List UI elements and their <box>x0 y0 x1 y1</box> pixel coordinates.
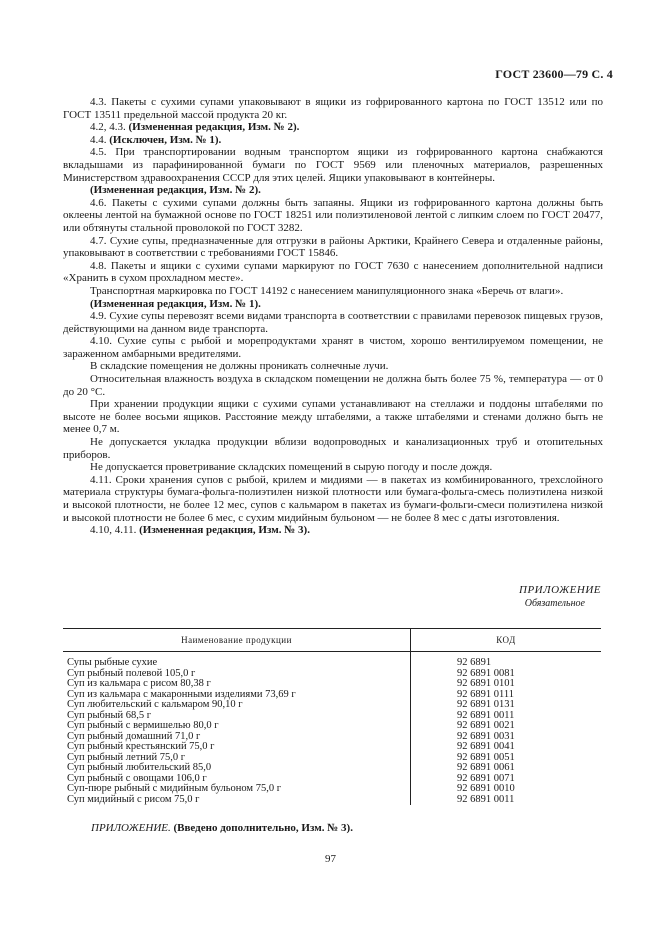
paragraph-4-9: 4.9. Сухие супы перевозят всеми видами транспорта в соответствии с правилами перевозок пищевых грузов, действующими на данном виде транспорта. <box>63 310 603 335</box>
page-number: 97 <box>325 853 336 865</box>
amendment-text: (Исключен, Изм. № 1). <box>109 133 222 146</box>
table-row <box>63 652 601 669</box>
table-row <box>63 763 601 774</box>
product-name-cell: Суп рыбный домашний 71,0 г <box>67 730 201 742</box>
amendment-note: (Измененная редакция, Изм. № 1). <box>90 297 261 310</box>
table-body <box>63 652 601 806</box>
amendment-lead: 4.10, 4.11. <box>90 524 140 537</box>
amendment-lead: 4.4. <box>90 133 110 146</box>
appendix-title: ПРИЛОЖЕНИЕ <box>519 584 601 596</box>
amendment-note: (Измененная редакция, Изм. № 2). <box>90 184 261 197</box>
appendix-note <box>91 822 353 834</box>
product-name-cell: Суп рыбный полевой 105,0 г <box>67 667 196 679</box>
product-code-cell: 92 6891 0061 <box>411 763 602 774</box>
product-code-cell: 92 6891 0021 <box>411 721 602 732</box>
product-name-cell: Суп рыбный с вермишелью 80,0 г <box>67 720 219 731</box>
product-name-cell: Суп рыбный летний 75,0 г <box>67 751 186 763</box>
table-row <box>63 795 601 806</box>
table-row <box>63 700 601 711</box>
product-name-cell: Супы рыбные сухие <box>67 657 158 668</box>
page-header: ГОСТ 23600—79 С. 4 <box>495 67 613 81</box>
product-code-table <box>63 628 601 805</box>
amendment-lead: 4.2, 4.3. <box>90 121 129 134</box>
paragraph-4-8: 4.8. Пакеты и ящики с сухими супами маркируют по ГОСТ 7630 с нанесением дополнительной надписи «Хранить в сухом прохладном месте». <box>63 259 603 285</box>
product-code-cell: 92 6891 0071 <box>411 774 602 785</box>
product-name-cell: Суп мидийный с рисом 75,0 г <box>67 793 200 805</box>
paragraph-4-6: 4.6. Пакеты с сухими супами должны быть запаяны. Ящики из гофрированного картона должны быть оклеены лентой на бумажной основе по ГОСТ 18251 или полиэтиленовой лентой с липким слоем по ГОСТ 20477, или обтянуты стальной проволокой по ГОСТ 3282. <box>63 196 603 234</box>
table-row <box>63 679 601 690</box>
product-code-cell: 92 6891 0051 <box>411 753 602 764</box>
product-name-cell: Суп рыбный любительский 85,0 <box>67 762 212 773</box>
amendment-note <box>63 524 603 537</box>
column-header-code: КОД <box>411 629 602 652</box>
appendix-note-label: ПРИЛОЖЕНИЕ. <box>91 822 171 834</box>
product-code-cell: 92 6891 0111 <box>411 690 602 701</box>
product-code-cell: 92 6891 0031 <box>411 732 602 743</box>
amendment-text: (Измененная редакция, Изм. № 3). <box>139 524 310 537</box>
product-name-cell: Суп из кальмара с рисом 80,38 г <box>67 678 211 689</box>
paragraph-sunlight: В складские помещения не должны проникать солнечные лучи. <box>90 360 389 373</box>
paragraph-humidity: Относительная влажность воздуха в складском помещении не должна быть более 75 %, температура — от 0 до 20 °С. <box>63 373 603 398</box>
column-header-product: Наименование продукции <box>63 629 411 652</box>
product-name-cell: Суп рыбный 68,5 г <box>67 709 152 721</box>
product-code-cell: 92 6891 0081 <box>411 669 602 680</box>
paragraph-4-10: 4.10. Сухие супы с рыбой и морепродуктами хранят в чистом, хорошо вентилируемом помещении, не зараженном амбарными вредителями. <box>63 335 603 360</box>
paragraph-ventilation: Не допускается проветривание складских помещений в сырую погоду и после дождя. <box>90 461 493 474</box>
product-code-cell: 92 6891 0011 <box>411 711 602 722</box>
paragraph-stacking: При хранении продукции ящики с сухими супами устанавливают на стеллажи и поддоны штабелями по высоте не более восьми ящиков. Расстояние между штабелями, а также штабелями и стенами должно быть не менее 0,7 м. <box>63 398 603 436</box>
product-name-cell: Суп-пюре рыбный с мидийным бульоном 75,0 г <box>67 783 281 794</box>
product-code-cell: 92 6891 0131 <box>411 700 602 711</box>
paragraph-4-5: 4.5. При транспортировании водным транспортом ящики из гофрированного картона снабжаются вкладышами из парафинированной бумаги по ГОСТ 9569 или пленочных материалов, разрешенных Министерством здравоохранения СССР для этих целей. Ящики упаковывают в контейнеры. <box>63 146 603 184</box>
table-row <box>63 721 601 732</box>
table-header-row <box>63 629 601 652</box>
product-code-cell: 92 6891 <box>411 652 602 669</box>
amendment-text: (Измененная редакция, Изм. № 2). <box>128 121 300 134</box>
product-code-cell: 92 6891 0041 <box>411 742 602 753</box>
paragraph-transport-marking: Транспортная маркировка по ГОСТ 14192 с нанесением манипуляционного знака «Беречь от влаги». <box>90 284 564 297</box>
body-text <box>63 96 603 537</box>
paragraph-4-7: 4.7. Сухие супы, предназначенные для отгрузки в районы Арктики, Крайнего Севера и отдаленные районы, упаковывают в соответствии с требованиями ГОСТ 15846. <box>63 234 603 260</box>
table-row <box>63 784 601 795</box>
appendix-subtitle: Обязательное <box>524 598 585 609</box>
paragraph-4-3: 4.3. Пакеты с сухими супами упаковывают в ящики из гофрированного картона по ГОСТ 13512 или по ГОСТ 13511 предельной массой продукта 20 кг. <box>63 96 603 121</box>
product-name-cell: Суп рыбный крестьянский 75,0 г <box>67 741 215 752</box>
product-name-cell: Суп любительский с кальмаром 90,10 г <box>67 699 243 710</box>
amendment-note <box>63 121 603 134</box>
product-code-cell: 92 6891 0011 <box>411 795 602 806</box>
paragraph-pipes: Не допускается укладка продукции вблизи водопроводных и канализационных труб и отопительных приборов. <box>63 436 603 461</box>
product-code-cell: 92 6891 0101 <box>411 679 602 690</box>
product-name-cell: Суп из кальмара с макаронными изделиями 73,69 г <box>67 688 296 700</box>
paragraph-4-11: 4.11. Сроки хранения супов с рыбой, крилем и мидиями — в пакетах из комбинированного, трехслойного материала структуры бумага-фольга-полиэтилен низкой плотности или бумага-фольга-смесь полиэтилена низкой и высокой плотности, не более 12 мес, супов с кальмаром в пакетах из бумаги-фольги-смеси полиэтилена низкой и высокой плотности не более 6 мес, с сухим мидийным бульоном — не более 8 мес с даты изготовления. <box>63 473 603 524</box>
table-row <box>63 742 601 753</box>
product-name-cell: Суп рыбный с овощами 106,0 г <box>67 772 207 784</box>
amendment-note <box>63 134 603 147</box>
product-code-cell: 92 6891 0010 <box>411 784 602 795</box>
appendix-note-amendment: (Введено дополнительно, Изм. № 3). <box>173 822 353 834</box>
